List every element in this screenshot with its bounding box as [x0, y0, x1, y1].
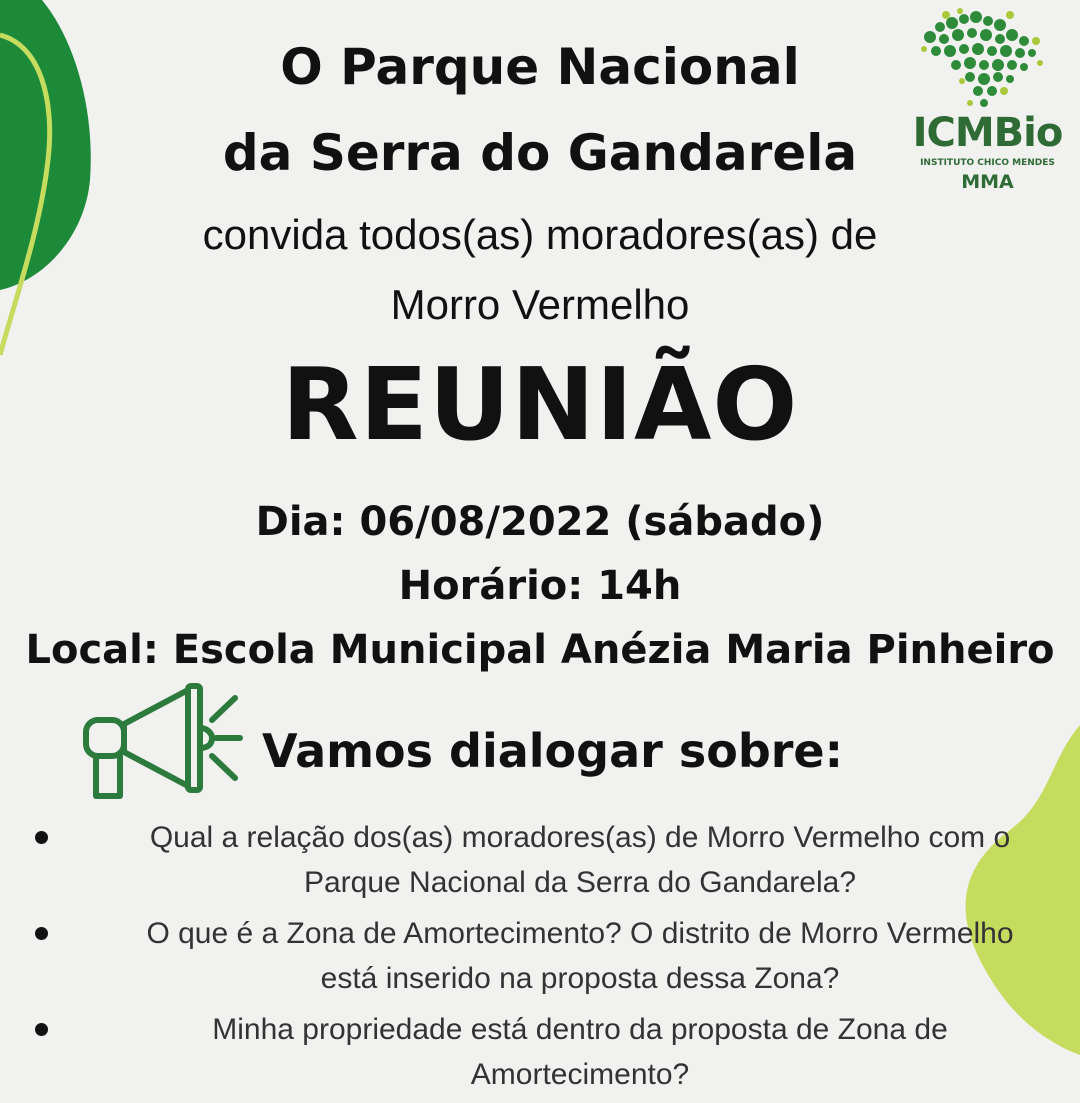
- topic-line: Parque Nacional da Serra do Gandarela?: [303, 866, 857, 899]
- bullet-icon: [35, 927, 48, 940]
- bullet-icon: [35, 831, 48, 844]
- topic-line: O que é a Zona de Amortecimento? O distrito de Morro Vermelho: [146, 917, 1014, 950]
- logo-subtitle: INSTITUTO CHICO MENDES: [920, 158, 1055, 168]
- topic-list: [0, 815, 1080, 1103]
- logo-name: ICMBio: [912, 110, 1063, 156]
- list-item: [0, 911, 1080, 1007]
- topic-line: está inserido na proposta dessa Zona?: [320, 962, 840, 995]
- topic-line: Amortecimento?: [470, 1058, 690, 1091]
- title-line-1: O Parque Nacional: [280, 38, 800, 96]
- meeting-location: Local: Escola Municipal Anézia Maria Pinheiro: [25, 627, 1055, 673]
- meeting-date: Dia: 06/08/2022 (sábado): [255, 499, 825, 545]
- invite-line-1: convida todos(as) moradores(as) de: [202, 211, 878, 258]
- dialog-title: Vamos dialogar sobre:: [262, 724, 844, 778]
- meeting-headline: REUNIÃO: [281, 346, 799, 463]
- megaphone-icon: [80, 682, 245, 807]
- invite-line-2: Morro Vermelho: [390, 281, 690, 328]
- list-item: [0, 1007, 1080, 1103]
- logo-ministry: MMA: [961, 171, 1014, 193]
- list-item: [0, 815, 1080, 911]
- topic-line: Qual a relação dos(as) moradores(as) de Morro Vermelho com o: [149, 821, 1011, 854]
- bullet-icon: [35, 1023, 48, 1036]
- topic-line: Minha propriedade está dentro da proposta de Zona de: [212, 1013, 948, 1046]
- title-line-2: da Serra do Gandarela: [222, 124, 858, 182]
- meeting-time: Horário: 14h: [398, 563, 682, 609]
